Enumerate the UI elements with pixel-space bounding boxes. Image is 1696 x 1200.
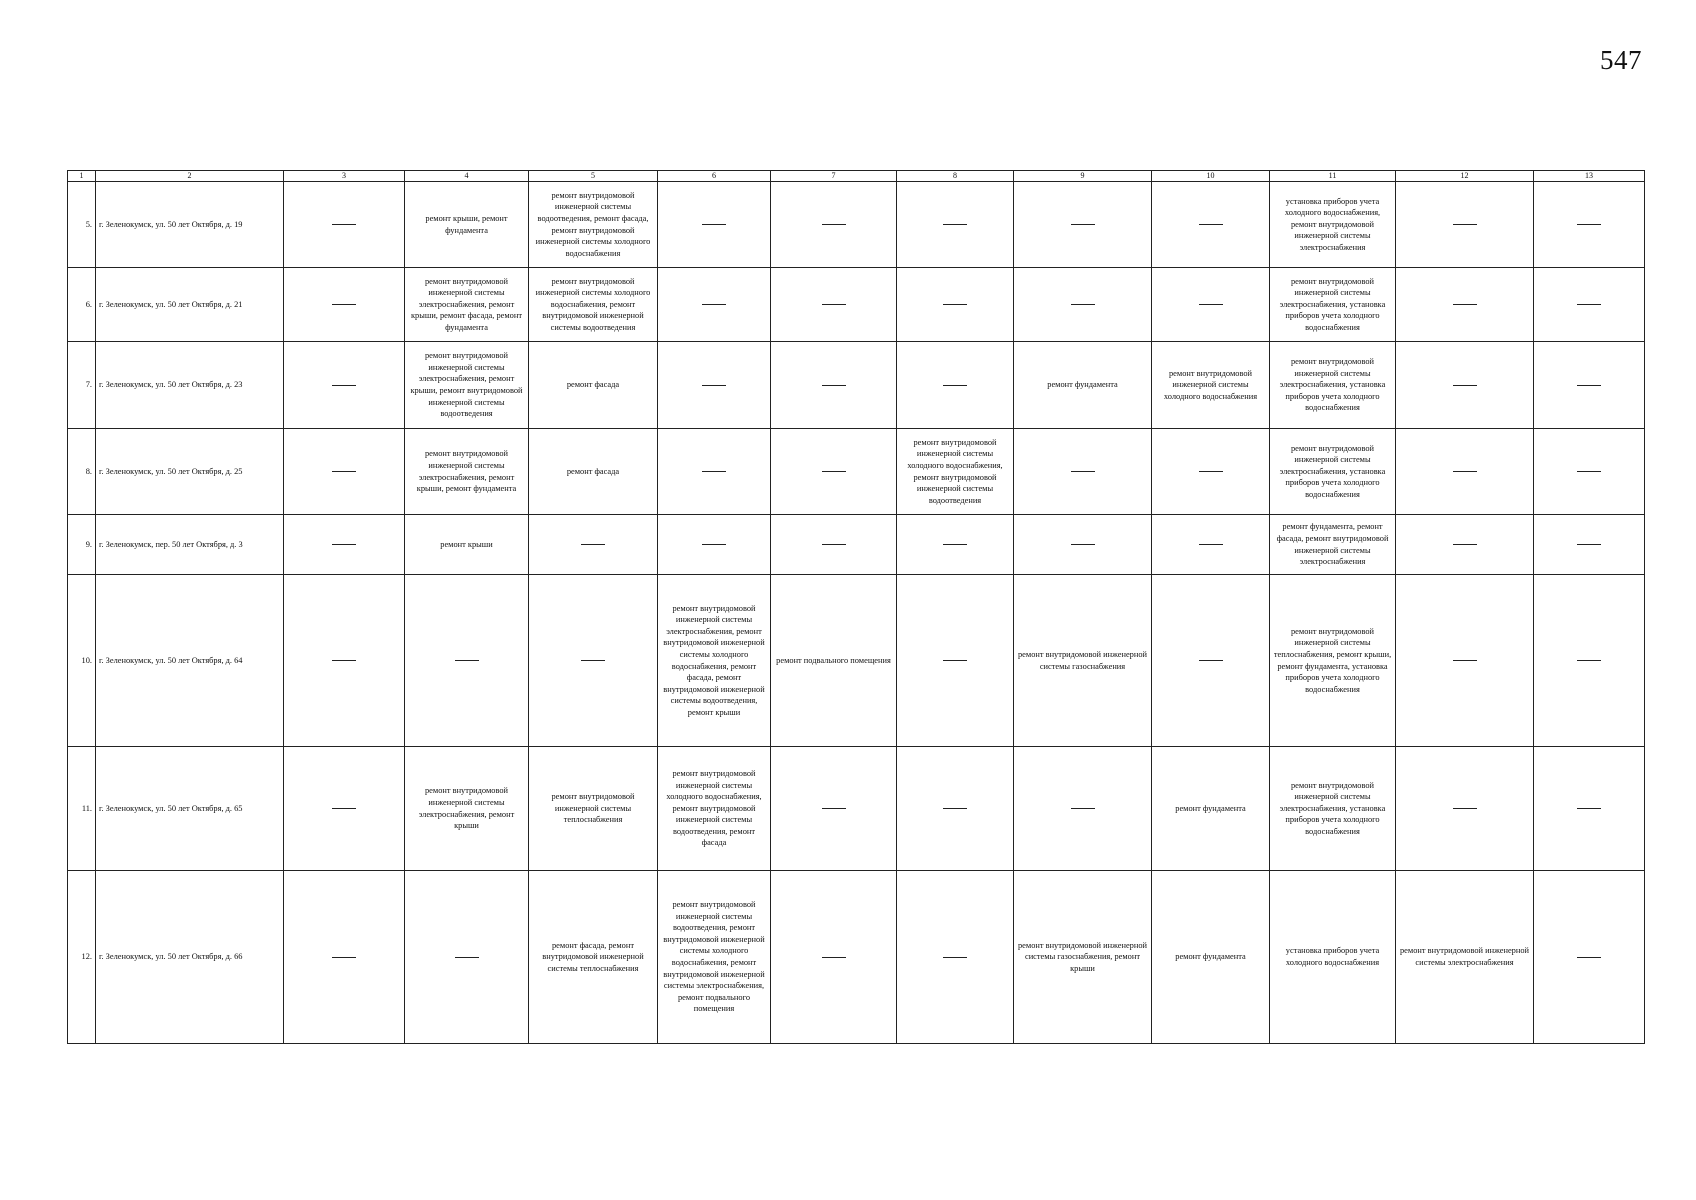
work-cell: установка приборов учета холодного водоснабжения, ремонт внутридомовой инженерной системы электроснабжения bbox=[1270, 182, 1396, 268]
address-cell: г. Зеленокумск, ул. 50 лет Октября, д. 64 bbox=[96, 575, 284, 747]
empty-dash bbox=[1453, 471, 1477, 472]
empty-dash bbox=[702, 385, 726, 386]
empty-cell bbox=[771, 871, 897, 1044]
empty-dash bbox=[1071, 471, 1095, 472]
empty-dash bbox=[332, 385, 356, 386]
empty-cell bbox=[405, 871, 529, 1044]
empty-dash bbox=[1577, 544, 1601, 545]
empty-dash bbox=[822, 957, 846, 958]
empty-cell bbox=[284, 182, 405, 268]
column-number: 11 bbox=[1270, 171, 1396, 182]
work-cell: ремонт крыши bbox=[405, 515, 529, 575]
empty-dash bbox=[943, 660, 967, 661]
column-number: 6 bbox=[658, 171, 771, 182]
work-cell: ремонт подвального помещения bbox=[771, 575, 897, 747]
empty-cell bbox=[1396, 515, 1534, 575]
address-cell: г. Зеленокумск, ул. 50 лет Октября, д. 23 bbox=[96, 342, 284, 429]
work-cell: ремонт внутридомовой инженерной системы электроснабжения, установка приборов учета холодного водоснабжения bbox=[1270, 747, 1396, 871]
empty-dash bbox=[1577, 957, 1601, 958]
empty-cell bbox=[284, 429, 405, 515]
empty-cell bbox=[897, 575, 1014, 747]
table-row bbox=[68, 515, 1645, 575]
empty-dash bbox=[1453, 304, 1477, 305]
work-cell: ремонт внутридомовой инженерной системы электроснабжения, ремонт крыши, ремонт внутридомовой инженерной системы водоотведения bbox=[405, 342, 529, 429]
row-number: 5. bbox=[68, 182, 96, 268]
empty-cell bbox=[1534, 268, 1645, 342]
empty-dash bbox=[822, 808, 846, 809]
column-number: 9 bbox=[1014, 171, 1152, 182]
table-row bbox=[68, 575, 1645, 747]
column-number: 1 bbox=[68, 171, 96, 182]
empty-cell bbox=[897, 182, 1014, 268]
table-body bbox=[68, 171, 1645, 1044]
empty-cell bbox=[1534, 182, 1645, 268]
empty-cell bbox=[1396, 429, 1534, 515]
work-cell: ремонт внутридомовой инженерной системы электроснабжения, установка приборов учета холодного водоснабжения bbox=[1270, 268, 1396, 342]
empty-dash bbox=[1453, 385, 1477, 386]
empty-cell bbox=[771, 515, 897, 575]
empty-cell bbox=[1534, 747, 1645, 871]
empty-dash bbox=[1577, 471, 1601, 472]
empty-cell bbox=[284, 515, 405, 575]
empty-dash bbox=[702, 304, 726, 305]
column-number: 12 bbox=[1396, 171, 1534, 182]
empty-dash bbox=[1453, 660, 1477, 661]
empty-cell bbox=[658, 268, 771, 342]
empty-cell bbox=[1152, 515, 1270, 575]
column-number: 13 bbox=[1534, 171, 1645, 182]
empty-cell bbox=[771, 429, 897, 515]
row-number: 8. bbox=[68, 429, 96, 515]
empty-dash bbox=[1453, 808, 1477, 809]
empty-dash bbox=[943, 224, 967, 225]
empty-cell bbox=[1534, 871, 1645, 1044]
table-row bbox=[68, 429, 1645, 515]
empty-cell bbox=[1396, 342, 1534, 429]
work-cell: ремонт фундамента bbox=[1014, 342, 1152, 429]
row-number: 11. bbox=[68, 747, 96, 871]
empty-dash bbox=[332, 544, 356, 545]
column-number: 10 bbox=[1152, 171, 1270, 182]
empty-cell bbox=[658, 429, 771, 515]
empty-dash bbox=[943, 808, 967, 809]
empty-cell bbox=[658, 342, 771, 429]
empty-dash bbox=[943, 544, 967, 545]
row-number: 12. bbox=[68, 871, 96, 1044]
empty-dash bbox=[1577, 385, 1601, 386]
empty-cell bbox=[284, 342, 405, 429]
work-cell: ремонт внутридомовой инженерной системы теплоснабжения, ремонт крыши, ремонт фундамента, установка приборов учета холодного водоснабжения bbox=[1270, 575, 1396, 747]
table-row bbox=[68, 182, 1645, 268]
work-cell: ремонт фундамента bbox=[1152, 747, 1270, 871]
work-cell: ремонт фундамента, ремонт фасада, ремонт внутридомовой инженерной системы электроснабжения bbox=[1270, 515, 1396, 575]
work-cell: ремонт внутридомовой инженерной системы теплоснабжения bbox=[529, 747, 658, 871]
empty-dash bbox=[332, 304, 356, 305]
empty-dash bbox=[332, 224, 356, 225]
empty-cell bbox=[1014, 515, 1152, 575]
empty-cell bbox=[1534, 429, 1645, 515]
empty-cell bbox=[897, 747, 1014, 871]
work-cell: ремонт внутридомовой инженерной системы электроснабжения, ремонт крыши, ремонт фундамента bbox=[405, 429, 529, 515]
empty-cell bbox=[1014, 268, 1152, 342]
empty-cell bbox=[771, 182, 897, 268]
empty-cell bbox=[1396, 182, 1534, 268]
empty-dash bbox=[1199, 224, 1223, 225]
row-number: 6. bbox=[68, 268, 96, 342]
work-cell: ремонт внутридомовой инженерной системы водоотведения, ремонт фасада, ремонт внутридомовой инженерной системы холодного водоснабжения bbox=[529, 182, 658, 268]
empty-dash bbox=[1199, 544, 1223, 545]
work-cell: ремонт внутридомовой инженерной системы электроснабжения, ремонт внутридомовой инженерной системы холодного водоснабжения, ремонт фасада, ремонт внутридомовой инженерной системы водоотведения, ремонт крыши bbox=[658, 575, 771, 747]
empty-dash bbox=[822, 304, 846, 305]
empty-cell bbox=[1014, 747, 1152, 871]
empty-cell bbox=[1014, 429, 1152, 515]
row-number: 9. bbox=[68, 515, 96, 575]
empty-dash bbox=[1577, 808, 1601, 809]
empty-cell bbox=[1534, 575, 1645, 747]
repair-schedule-table bbox=[67, 170, 1645, 1044]
empty-dash bbox=[1577, 660, 1601, 661]
empty-dash bbox=[702, 224, 726, 225]
empty-dash bbox=[455, 660, 479, 661]
column-number: 7 bbox=[771, 171, 897, 182]
row-number: 10. bbox=[68, 575, 96, 747]
empty-dash bbox=[943, 385, 967, 386]
empty-cell bbox=[897, 342, 1014, 429]
empty-dash bbox=[1071, 544, 1095, 545]
empty-cell bbox=[1396, 268, 1534, 342]
work-cell: ремонт внутридомовой инженерной системы газоснабжения bbox=[1014, 575, 1152, 747]
work-cell: ремонт внутридомовой инженерной системы холодного водоснабжения, ремонт внутридомовой инженерной системы водоотведения, ремонт фасада bbox=[658, 747, 771, 871]
empty-dash bbox=[1453, 544, 1477, 545]
table-row bbox=[68, 747, 1645, 871]
work-cell: ремонт внутридомовой инженерной системы электроснабжения, установка приборов учета холодного водоснабжения bbox=[1270, 342, 1396, 429]
empty-cell bbox=[1152, 429, 1270, 515]
empty-cell bbox=[405, 575, 529, 747]
empty-cell bbox=[529, 515, 658, 575]
work-cell: ремонт внутридомовой инженерной системы водоотведения, ремонт внутридомовой инженерной системы холодного водоснабжения, ремонт внутридомовой инженерной системы электроснабжения, ремонт подвального помещения bbox=[658, 871, 771, 1044]
row-number: 7. bbox=[68, 342, 96, 429]
work-cell: ремонт внутридомовой инженерной системы электроснабжения, ремонт крыши bbox=[405, 747, 529, 871]
empty-cell bbox=[284, 871, 405, 1044]
work-cell: ремонт фасада bbox=[529, 342, 658, 429]
address-cell: г. Зеленокумск, ул. 50 лет Октября, д. 19 bbox=[96, 182, 284, 268]
empty-dash bbox=[332, 471, 356, 472]
empty-cell bbox=[658, 515, 771, 575]
empty-dash bbox=[1199, 471, 1223, 472]
empty-cell bbox=[1534, 515, 1645, 575]
empty-dash bbox=[455, 957, 479, 958]
empty-dash bbox=[1577, 224, 1601, 225]
column-number: 5 bbox=[529, 171, 658, 182]
empty-cell bbox=[284, 747, 405, 871]
work-cell: ремонт фундамента bbox=[1152, 871, 1270, 1044]
empty-dash bbox=[332, 660, 356, 661]
empty-cell bbox=[529, 575, 658, 747]
empty-dash bbox=[943, 957, 967, 958]
empty-cell bbox=[658, 182, 771, 268]
empty-cell bbox=[897, 515, 1014, 575]
work-cell: ремонт внутридомовой инженерной системы электроснабжения, ремонт крыши, ремонт фасада, ремонт фундамента bbox=[405, 268, 529, 342]
empty-dash bbox=[581, 544, 605, 545]
work-cell: установка приборов учета холодного водоснабжения bbox=[1270, 871, 1396, 1044]
table-row bbox=[68, 342, 1645, 429]
work-cell: ремонт внутридомовой инженерной системы газоснабжения, ремонт крыши bbox=[1014, 871, 1152, 1044]
column-number: 4 bbox=[405, 171, 529, 182]
empty-dash bbox=[1199, 660, 1223, 661]
empty-dash bbox=[332, 808, 356, 809]
empty-dash bbox=[1199, 304, 1223, 305]
table-row bbox=[68, 871, 1645, 1044]
work-cell: ремонт внутридомовой инженерной системы электроснабжения bbox=[1396, 871, 1534, 1044]
empty-cell bbox=[897, 871, 1014, 1044]
empty-dash bbox=[1577, 304, 1601, 305]
address-cell: г. Зеленокумск, ул. 50 лет Октября, д. 21 bbox=[96, 268, 284, 342]
page-number: 547 bbox=[1600, 45, 1642, 75]
work-cell: ремонт фасада, ремонт внутридомовой инженерной системы теплоснабжения bbox=[529, 871, 658, 1044]
empty-cell bbox=[1152, 182, 1270, 268]
empty-dash bbox=[1453, 224, 1477, 225]
work-cell: ремонт внутридомовой инженерной системы электроснабжения, установка приборов учета холодного водоснабжения bbox=[1270, 429, 1396, 515]
empty-dash bbox=[702, 544, 726, 545]
empty-cell bbox=[1152, 268, 1270, 342]
empty-cell bbox=[771, 268, 897, 342]
empty-cell bbox=[1152, 575, 1270, 747]
column-number: 3 bbox=[284, 171, 405, 182]
work-cell: ремонт крыши, ремонт фундамента bbox=[405, 182, 529, 268]
empty-dash bbox=[822, 385, 846, 386]
work-cell: ремонт фасада bbox=[529, 429, 658, 515]
empty-dash bbox=[1071, 224, 1095, 225]
empty-cell bbox=[284, 268, 405, 342]
empty-dash bbox=[822, 471, 846, 472]
address-cell: г. Зеленокумск, ул. 50 лет Октября, д. 65 bbox=[96, 747, 284, 871]
empty-dash bbox=[943, 304, 967, 305]
address-cell: г. Зеленокумск, пер. 50 лет Октября, д. 3 bbox=[96, 515, 284, 575]
column-number-row bbox=[68, 171, 1645, 182]
empty-cell bbox=[771, 342, 897, 429]
empty-cell bbox=[284, 575, 405, 747]
empty-dash bbox=[581, 660, 605, 661]
empty-cell bbox=[771, 747, 897, 871]
work-cell: ремонт внутридомовой инженерной системы холодного водоснабжения, ремонт внутридомовой инженерной системы водоотведения bbox=[529, 268, 658, 342]
empty-dash bbox=[1071, 808, 1095, 809]
column-number: 2 bbox=[96, 171, 284, 182]
empty-cell bbox=[1014, 182, 1152, 268]
empty-cell bbox=[1396, 575, 1534, 747]
empty-dash bbox=[822, 544, 846, 545]
empty-cell bbox=[897, 268, 1014, 342]
work-cell: ремонт внутридомовой инженерной системы холодного водоснабжения bbox=[1152, 342, 1270, 429]
work-cell: ремонт внутридомовой инженерной системы холодного водоснабжения, ремонт внутридомовой инженерной системы водоотведения bbox=[897, 429, 1014, 515]
column-number: 8 bbox=[897, 171, 1014, 182]
address-cell: г. Зеленокумск, ул. 50 лет Октября, д. 66 bbox=[96, 871, 284, 1044]
empty-cell bbox=[1396, 747, 1534, 871]
table-row bbox=[68, 268, 1645, 342]
address-cell: г. Зеленокумск, ул. 50 лет Октября, д. 25 bbox=[96, 429, 284, 515]
empty-dash bbox=[822, 224, 846, 225]
empty-dash bbox=[332, 957, 356, 958]
empty-dash bbox=[702, 471, 726, 472]
empty-cell bbox=[1534, 342, 1645, 429]
empty-dash bbox=[1071, 304, 1095, 305]
